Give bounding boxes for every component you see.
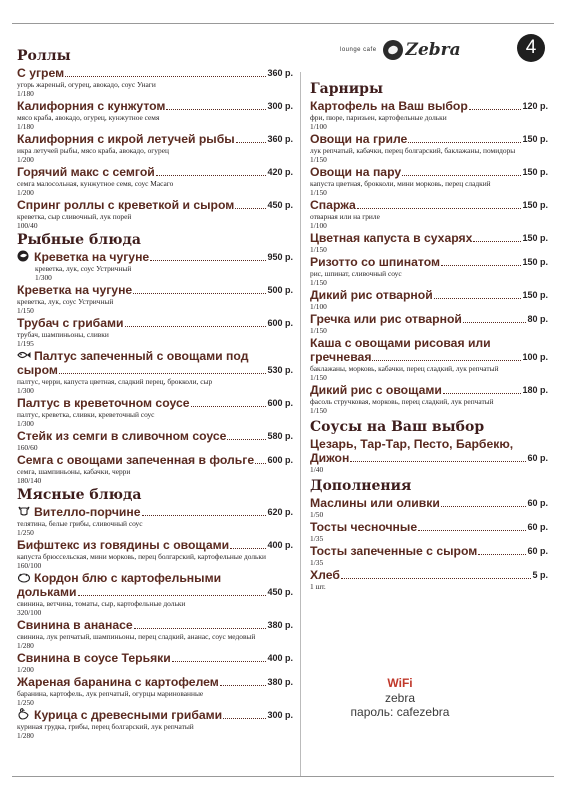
item-name: Спаржа	[310, 198, 356, 212]
menu-item	[17, 396, 293, 428]
chicken-icon	[17, 708, 31, 720]
item-weight: 160/100	[17, 561, 42, 570]
menu-item	[310, 198, 548, 230]
item-price: 150 р.	[522, 233, 548, 243]
item-price: 150 р.	[522, 200, 548, 210]
item-description: креветка, сыр сливочный, лук порей	[17, 212, 132, 221]
menu-item	[17, 250, 293, 282]
item-name: Дикий рис с овощами	[310, 383, 442, 397]
item-name: Свинина в соусе Терьяки	[17, 651, 171, 665]
menu-item	[17, 198, 293, 230]
item-name: Каша с овощами рисовая или	[310, 336, 491, 350]
item-weight: 1/300	[35, 273, 52, 282]
menu-item	[310, 132, 548, 164]
item-description: баклажаны, морковь, кабачки, перец сладкий, лук репчатый	[310, 364, 499, 373]
item-name: Гречка или рис отварной	[310, 312, 462, 326]
item-description: телятина, белые грибы, сливочный соус	[17, 519, 143, 528]
item-weight: 1/150	[310, 245, 327, 254]
menu-item	[310, 568, 548, 591]
menu-item	[310, 99, 548, 131]
menu-item	[310, 520, 548, 543]
item-weight: 1/150	[17, 306, 34, 315]
item-price: 450 р.	[267, 587, 293, 597]
item-name: Жареная баранина с картофелем	[17, 675, 219, 689]
item-weight: 1/100	[310, 302, 327, 311]
item-name: Бифштекс из говядины с овощами	[17, 538, 230, 552]
menu-item	[17, 66, 293, 98]
top-divider	[12, 23, 554, 24]
menu-item	[17, 165, 293, 197]
item-name: Овощи на гриле	[310, 132, 408, 146]
item-price: 150 р.	[522, 257, 548, 267]
item-price: 400 р.	[267, 653, 293, 663]
menu-item	[17, 708, 293, 740]
item-name: Хлеб	[310, 568, 340, 582]
item-price: 580 р.	[267, 431, 293, 441]
item-price: 150 р.	[522, 290, 548, 300]
item-price: 400 р.	[267, 540, 293, 550]
item-price: 120 р.	[522, 101, 548, 111]
menu-item	[310, 437, 548, 474]
item-name: Палтус в креветочном соусе	[17, 396, 190, 410]
item-description: отварная или на гриле	[310, 212, 380, 221]
menu-item	[17, 571, 293, 617]
item-description: палтус, креветка, сливки, креветочный соус	[17, 410, 155, 419]
section-title-rolls: Роллы	[17, 48, 71, 64]
item-name-cont: дольками	[17, 585, 77, 599]
menu-item	[310, 288, 548, 311]
sauce-list: Цезарь, Тар-Тар, Песто, Барбекю,	[310, 437, 514, 451]
section-title-garnish: Гарниры	[310, 81, 383, 97]
item-weight: 1/150	[310, 326, 327, 335]
item-weight: 1/40	[310, 465, 324, 474]
item-description: креветка, лук, соус Устричный	[35, 264, 132, 273]
item-weight: 320/100	[17, 608, 42, 617]
sauce-list-cont: Дижон	[310, 451, 350, 465]
item-description: рис, шпинат, сливочный соус	[310, 269, 402, 278]
item-name: Свинина в ананасе	[17, 618, 133, 632]
zebra-logo-icon	[383, 40, 403, 60]
item-name: Креветка на чугуне	[17, 283, 133, 297]
wifi-password: пароль: cafezebra	[350, 705, 450, 719]
item-weight: 1/50	[310, 510, 324, 519]
item-price: 500 р.	[267, 285, 293, 295]
menu-item	[310, 255, 548, 287]
item-weight: 1 шт.	[310, 582, 326, 591]
item-description: икра летучей рыбы, мясо краба, авокадо, огурец	[17, 146, 169, 155]
item-name: Картофель на Ваш выбор	[310, 99, 468, 113]
item-weight: 1/100	[310, 221, 327, 230]
item-name: Вителло-порчине	[34, 505, 141, 519]
menu-item	[17, 349, 293, 395]
chef-special-icon	[17, 250, 31, 262]
item-name: Калифорния с икрой летучей рыбы	[17, 132, 235, 146]
item-description: семга малосольная, кунжутное семя, соус Масаго	[17, 179, 174, 188]
item-name: Тосты чесночные	[310, 520, 418, 534]
item-name: Цветная капуста в сухарях	[310, 231, 473, 245]
item-price: 60 р.	[527, 453, 548, 463]
item-price: 100 р.	[522, 352, 548, 362]
item-weight: 1/150	[310, 155, 327, 164]
menu-item	[17, 316, 293, 348]
wifi-network: zebra	[384, 691, 416, 705]
item-description: куриная грудка, грибы, перец болгарский, лук репчатый	[17, 722, 194, 731]
item-name: Кордон блю с картофельными	[34, 571, 222, 585]
item-description: свинина, лук репчатый, шампиньоны, перец сладкий, ананас, соус медовый	[17, 632, 256, 641]
item-price: 950 р.	[267, 252, 293, 262]
item-name: Калифорния с кунжутом	[17, 99, 166, 113]
item-price: 60 р.	[527, 546, 548, 556]
item-name: Семга с овощами запеченная в фольге	[17, 453, 255, 467]
item-weight: 1/150	[310, 373, 327, 382]
fish-icon	[17, 349, 31, 361]
item-weight: 1/200	[17, 665, 34, 674]
item-description: капуста брюссельская, мини морковь, перец болгарский, картофельные дольки	[17, 552, 266, 561]
item-name-cont: гречневая	[310, 350, 372, 364]
item-weight: 1/100	[310, 122, 327, 131]
item-weight: 1/150	[310, 188, 327, 197]
item-price: 150 р.	[522, 134, 548, 144]
menu-item	[17, 132, 293, 164]
item-name-cont: сыром	[17, 363, 58, 377]
menu-item	[310, 312, 548, 335]
section-title-fish: Рыбные блюда	[17, 232, 141, 248]
item-weight: 1/200	[17, 188, 34, 197]
menu-item	[17, 453, 293, 485]
item-description: креветка, лук, соус Устричный	[17, 297, 114, 306]
item-description: лук репчатый, кабачки, перец болгарский, баклажаны, помидоры	[310, 146, 516, 155]
item-price: 600 р.	[267, 318, 293, 328]
item-weight: 1/150	[310, 406, 327, 415]
item-price: 600 р.	[267, 455, 293, 465]
pig-icon	[17, 571, 31, 583]
item-name: Трубач с грибами	[17, 316, 124, 330]
item-name: Горячий макс с семгой	[17, 165, 155, 179]
item-price: 5 р.	[532, 570, 548, 580]
item-description: мясо краба, авокадо, огурец, кунжутное семя	[17, 113, 160, 122]
section-title-meat: Мясные блюда	[17, 487, 142, 503]
item-name: Маслины или оливки	[310, 496, 440, 510]
item-price: 300 р.	[267, 101, 293, 111]
section-title-extras: Дополнения	[310, 478, 412, 494]
item-name: Стейк из семги в сливочном соусе	[17, 429, 227, 443]
item-price: 180 р.	[522, 385, 548, 395]
bottom-divider	[12, 776, 554, 777]
menu-item	[310, 496, 548, 519]
item-price: 380 р.	[267, 677, 293, 687]
cow-icon	[17, 505, 31, 517]
item-name: С угрем	[17, 66, 65, 80]
item-price: 420 р.	[267, 167, 293, 177]
menu-item	[17, 651, 293, 674]
item-description: баранина, картофель, лук репчатый, огурцы маринованные	[17, 689, 204, 698]
logo-text: Zebra	[405, 40, 461, 60]
menu-item	[17, 429, 293, 452]
item-name: Тосты запеченные с сыром	[310, 544, 478, 558]
page-number-badge: 4	[517, 34, 545, 62]
item-weight: 1/195	[17, 339, 34, 348]
item-description: фасоль стручковая, морковь, перец сладкий, лук репчатый	[310, 397, 494, 406]
item-name: Спринг роллы с креветкой и сыром	[17, 198, 235, 212]
item-price: 530 р.	[267, 365, 293, 375]
item-weight: 1/280	[17, 731, 34, 740]
item-weight: 1/200	[17, 155, 34, 164]
item-weight: 1/250	[17, 698, 34, 707]
item-name: Овощи на пару	[310, 165, 402, 179]
column-divider	[300, 72, 301, 776]
item-weight: 1/250	[17, 528, 34, 537]
item-price: 600 р.	[267, 398, 293, 408]
item-name: Креветка на чугуне	[34, 250, 150, 264]
item-description: семга, шампиньоны, кабачки, черри	[17, 467, 131, 476]
item-price: 60 р.	[527, 522, 548, 532]
item-name: Курица с древесными грибами	[34, 708, 223, 722]
item-price: 450 р.	[267, 200, 293, 210]
item-weight: 1/35	[310, 534, 324, 543]
item-weight: 1/300	[17, 386, 34, 395]
menu-item	[17, 99, 293, 131]
menu-item	[310, 165, 548, 197]
item-weight: 1/180	[17, 89, 34, 98]
item-weight: 1/180	[17, 122, 34, 131]
menu-item	[17, 618, 293, 650]
item-price: 360 р.	[267, 68, 293, 78]
item-price: 150 р.	[522, 167, 548, 177]
item-price: 300 р.	[267, 710, 293, 720]
item-price: 60 р.	[527, 498, 548, 508]
menu-item	[310, 383, 548, 415]
item-weight: 1/150	[310, 278, 327, 287]
menu-item	[310, 336, 548, 382]
menu-item	[17, 505, 293, 537]
item-description: фри, пюре, паризьен, картофельные дольки	[310, 113, 447, 122]
item-description: капуста цветная, брокколи, мини морковь, перец сладкий	[310, 179, 491, 188]
menu-item	[17, 675, 293, 707]
item-price: 380 р.	[267, 620, 293, 630]
item-name: Дикий рис отварной	[310, 288, 433, 302]
cafe-logo	[340, 38, 461, 62]
item-description: свинина, ветчина, томаты, сыр, картофельные дольки	[17, 599, 186, 608]
menu-item	[17, 283, 293, 315]
item-description: угорь жареный, огурец, авокадо, соус Унаги	[17, 80, 156, 89]
item-weight: 180/140	[17, 476, 42, 485]
item-price: 360 р.	[267, 134, 293, 144]
wifi-info	[310, 676, 490, 719]
item-price: 620 р.	[267, 507, 293, 517]
item-price: 80 р.	[527, 314, 548, 324]
wifi-title: WiFi	[387, 676, 413, 690]
logo-subtitle: lounge cafe	[340, 47, 377, 53]
menu-item	[17, 538, 293, 570]
right-column	[310, 79, 548, 592]
item-description: трубач, шампиньоны, сливки	[17, 330, 109, 339]
item-weight: 160/60	[17, 443, 38, 452]
left-column	[17, 46, 293, 741]
item-weight: 1/280	[17, 641, 34, 650]
item-name: Палтус запеченный с овощами под	[34, 349, 249, 363]
item-description: палтус, черри, капуста цветная, сладкий перец, брокколи, сыр	[17, 377, 213, 386]
item-name: Ризотто со шпинатом	[310, 255, 440, 269]
item-weight: 1/35	[310, 558, 324, 567]
menu-item	[310, 544, 548, 567]
item-weight: 1/300	[17, 419, 34, 428]
item-weight: 100/40	[17, 221, 38, 230]
menu-item	[310, 231, 548, 254]
section-title-sauces: Соусы на Ваш выбор	[310, 419, 485, 435]
